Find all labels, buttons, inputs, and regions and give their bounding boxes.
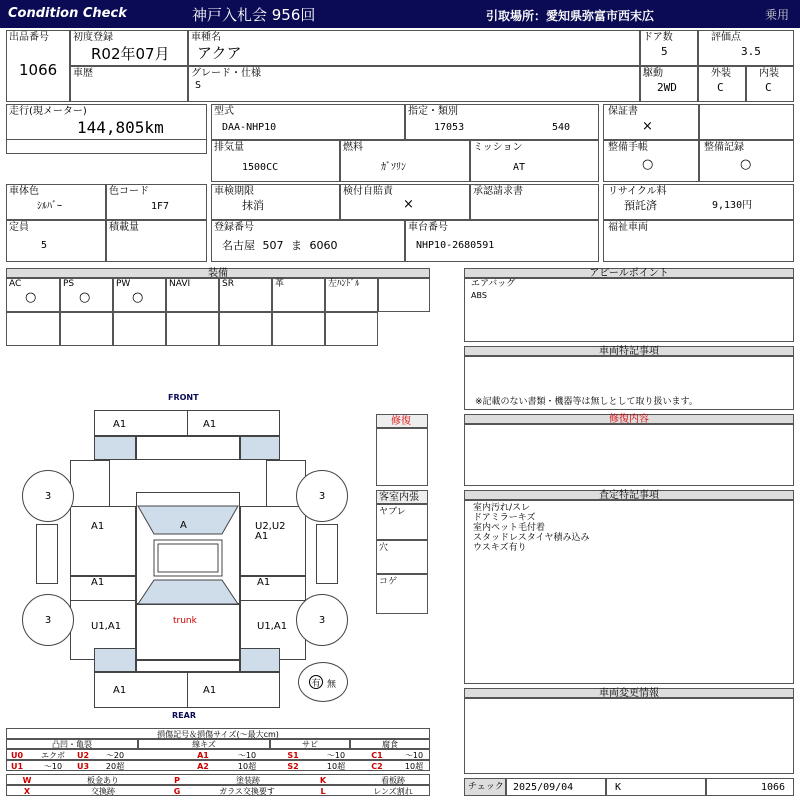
history-label: 車歴 xyxy=(73,68,93,79)
chassis-label: 車台番号 xyxy=(408,222,448,233)
mirror-right xyxy=(316,524,338,584)
appraisal-line-2: ドアミラーキズ xyxy=(473,513,536,523)
service-book-label: 整備手帳 xyxy=(608,142,648,153)
spare-tire xyxy=(298,662,348,702)
capacity-cell xyxy=(6,220,106,262)
mileage-cell xyxy=(6,104,207,154)
history-cell xyxy=(70,66,188,102)
equip-empty-5 xyxy=(166,312,219,346)
front-fender-left-upper xyxy=(70,460,110,508)
inspection-cell xyxy=(211,184,340,220)
legend-header-corrosion: 腐食 xyxy=(382,740,398,749)
color-label: 車体色 xyxy=(9,186,39,197)
service-book-cell xyxy=(603,140,699,182)
color-code-label: 色コード xyxy=(109,186,149,197)
service-book-value: ○ xyxy=(642,157,654,172)
appraisal-line-3: 室内ペット毛付着 xyxy=(473,523,546,533)
color-cell xyxy=(6,184,106,220)
chassis-cell xyxy=(405,220,599,262)
check-label-cell xyxy=(464,778,506,796)
repair-header: 修復 xyxy=(376,414,428,428)
key-yes: 有 xyxy=(309,675,323,689)
appeal-line-2: ABS xyxy=(471,291,487,300)
transmission-cell xyxy=(470,140,599,182)
bonnet-mark: A xyxy=(180,520,187,531)
tire-front-right: 3 xyxy=(296,470,348,522)
displacement-cell xyxy=(211,140,340,182)
model-name-cell xyxy=(188,30,640,66)
chassis-value: NHP10-2680591 xyxy=(416,240,495,251)
fuel-value: ｶﾞｿﾘﾝ xyxy=(381,162,406,173)
check-row xyxy=(464,778,794,796)
equip-empty-2 xyxy=(6,312,60,346)
appraisal-line-4: スタッドレスタイヤ積み込み xyxy=(473,533,590,543)
grade-value: S xyxy=(195,80,202,91)
recycle-fee: 9,130円 xyxy=(712,200,753,211)
quarter-left: U1,A1 xyxy=(70,600,136,660)
drive-value: 2WD xyxy=(657,81,677,94)
front-grille xyxy=(136,436,240,460)
exterior-label: 外装 xyxy=(711,68,731,79)
repair-content-box xyxy=(464,424,794,486)
equip-ac: AC ○ xyxy=(6,278,60,312)
lot-cell xyxy=(6,30,70,102)
legend-title-box xyxy=(6,728,430,739)
designation-value: 17053 xyxy=(434,122,465,133)
legend-row-3: W 板金あり P 塗装跡 K 看板跡 xyxy=(6,774,430,785)
trunk-area xyxy=(136,604,240,660)
legend-header-scratch: 線キズ xyxy=(192,740,216,749)
rear-label: REAR xyxy=(172,711,196,720)
legend-header-dent: 凸凹・亀裂 xyxy=(52,740,92,749)
tire-rear-right: 3 xyxy=(296,594,348,646)
category-number: 540 xyxy=(552,122,571,133)
insurance-cell xyxy=(340,184,470,220)
first-reg-value: R02年07月 xyxy=(91,45,170,63)
equip-navi: NAVI xyxy=(166,278,219,312)
inspection-label: 車検期限 xyxy=(214,186,254,197)
auction-title: 神戸入札会 956回 xyxy=(192,6,316,24)
reg-no-cell xyxy=(211,220,405,262)
recycle-cell xyxy=(603,184,794,220)
change-info-box xyxy=(464,698,794,774)
repair-box xyxy=(376,428,428,486)
load-cell xyxy=(106,220,207,262)
designation-label: 指定・類別 xyxy=(408,106,458,117)
equip-sr: SR xyxy=(219,278,272,312)
displacement-label: 排気量 xyxy=(214,142,244,153)
fuel-cell xyxy=(340,140,470,182)
special-box xyxy=(464,356,794,410)
check-lot: 1066 xyxy=(761,782,786,793)
recycle-status: 預託済 xyxy=(624,199,657,212)
cabin-header: 客室内張 xyxy=(376,490,428,504)
mileage-value: 144,805km xyxy=(77,118,164,137)
doors-cell xyxy=(640,30,698,66)
model-name-value: アクア xyxy=(197,44,242,62)
legend xyxy=(6,728,430,798)
equip-empty-8 xyxy=(325,312,378,346)
appraisal-title: 査定特記事項 xyxy=(464,490,794,500)
vehicle-category: 乗用 xyxy=(765,8,790,22)
drive-cell xyxy=(640,66,698,102)
capacity-value: 5 xyxy=(41,240,48,251)
designation-cell xyxy=(405,104,599,140)
welfare-cell xyxy=(603,220,794,262)
interior-label: 内装 xyxy=(759,68,779,79)
equip-empty-1 xyxy=(378,278,430,312)
interior-cell xyxy=(746,66,794,102)
capacity-label: 定員 xyxy=(9,222,29,233)
type-value: DAA-NHP10 xyxy=(222,122,277,133)
reg-no-label: 登録番号 xyxy=(214,222,254,233)
grade-cell xyxy=(188,66,640,102)
first-reg-label: 初度登録 xyxy=(73,32,113,43)
color-value: ｼﾙﾊﾞｰ xyxy=(37,201,62,212)
lot-number: 1066 xyxy=(19,61,58,79)
warranty-value: × xyxy=(642,119,653,134)
front-label: FRONT xyxy=(168,393,199,402)
cabin-burns: コゲ xyxy=(376,574,428,614)
rear-panel xyxy=(136,660,240,672)
equip-pw: PW ○ xyxy=(113,278,166,312)
tire-rear-left: 3 xyxy=(22,594,74,646)
appraisal-box xyxy=(464,500,794,684)
windshield-shape xyxy=(136,492,240,604)
service-record-value: ○ xyxy=(740,157,752,172)
check-inspector-cell xyxy=(606,778,706,796)
headlight-left xyxy=(94,436,136,460)
approval-cell xyxy=(470,184,599,220)
warranty-cell xyxy=(603,104,699,140)
fuel-label: 燃料 xyxy=(343,142,363,153)
load-label: 積載量 xyxy=(109,222,139,233)
legend-row-4: X 交換跡 G ガラス交換要す L レンズ割れ xyxy=(6,785,430,796)
drive-label: 駆動 xyxy=(643,68,663,79)
score-label: 評価点 xyxy=(711,32,741,43)
insurance-label: 検付自賠責 xyxy=(343,186,393,197)
equip-empty-4 xyxy=(113,312,166,346)
lot-label: 出品番号 xyxy=(9,32,49,43)
equip-empty-3 xyxy=(60,312,113,346)
change-info-title: 車両変更情報 xyxy=(464,688,794,698)
service-record-cell xyxy=(699,140,794,182)
headlight-right xyxy=(240,436,280,460)
mileage-label: 走行(現メーター) xyxy=(9,106,87,117)
front-bumper: A1 A1 xyxy=(94,410,280,436)
type-cell xyxy=(211,104,405,140)
pickup-location: 引取場所：愛知県弥富市西末広 xyxy=(486,9,655,23)
exterior-cell xyxy=(698,66,746,102)
appraisal-line-5: ウスキズ有り xyxy=(473,543,527,553)
service-record-label: 整備記録 xyxy=(704,142,744,153)
taillight-left xyxy=(94,648,136,672)
check-inspector: K xyxy=(615,782,622,793)
warranty-label: 保証書 xyxy=(608,106,638,117)
door-left: A1 xyxy=(70,576,136,646)
appeal-title: アピールポイント xyxy=(464,268,794,278)
repair-content-title: 修復内容 xyxy=(464,414,794,424)
doors-value: 5 xyxy=(661,45,668,58)
mirror-left xyxy=(36,524,58,584)
exterior-value: C xyxy=(717,81,724,94)
door-right: A1 xyxy=(240,576,306,646)
transmission-value: AT xyxy=(513,162,526,173)
special-title: 車両特記事項 xyxy=(464,346,794,356)
cabin-tears: ヤブレ xyxy=(376,504,428,540)
legend-row-2: U1 〜10 U3 20超 A2 10超 S2 10超 C2 10超 xyxy=(6,760,430,771)
check-date-cell xyxy=(506,778,606,796)
legend-title: 損傷記号＆損傷サイズ(〜最大cm) xyxy=(157,730,279,739)
equipment-grid xyxy=(6,278,430,346)
welfare-label: 福祉車両 xyxy=(608,222,648,233)
reg-no-value: 名古屋 507 ま 6060 xyxy=(222,239,338,252)
grade-label: グレード・仕様 xyxy=(191,68,261,79)
appeal-line-1: エアバッグ xyxy=(471,279,516,289)
key-no: 無 xyxy=(327,680,337,690)
legend-row-1: U0 エクボ U2 〜20 A1 〜10 S1 〜10 C1 〜10 xyxy=(6,749,430,760)
insurance-value: × xyxy=(403,197,414,212)
inspection-value: 抹消 xyxy=(242,199,264,212)
cabin-holes: 穴 xyxy=(376,540,428,574)
first-reg-cell xyxy=(70,30,188,66)
equip-empty-6 xyxy=(219,312,272,346)
interior-value: C xyxy=(765,81,772,94)
type-label: 型式 xyxy=(214,106,234,117)
rear-bumper: A1 A1 xyxy=(94,672,280,708)
special-note: ※記載のない書類・機器等は無しとして取り扱います。 xyxy=(475,397,698,407)
recycle-label: リサイクル料 xyxy=(608,186,667,197)
model-name-label: 車種名 xyxy=(191,32,221,43)
equipment-title: 装備 xyxy=(6,268,430,278)
warranty-empty-cell xyxy=(699,104,794,140)
score-cell xyxy=(698,30,794,66)
appeal-box xyxy=(464,278,794,342)
equip-lhd: 左ﾊﾝﾄﾞﾙ xyxy=(325,278,378,312)
score-value: 3.5 xyxy=(741,45,761,58)
trunk-label: trunk xyxy=(173,616,197,626)
doors-label: ドア数 xyxy=(643,32,673,43)
front-fender-right: U2,U2 A1 xyxy=(240,506,306,576)
taillight-right xyxy=(240,648,280,672)
quarter-right: U1,A1 xyxy=(240,600,306,660)
check-lot-cell xyxy=(706,778,794,796)
brand-title: Condition Check xyxy=(8,6,127,21)
equip-ps: PS ○ xyxy=(60,278,113,312)
color-code-value: 1F7 xyxy=(151,201,170,212)
front-fender-left: A1 xyxy=(70,506,136,576)
tire-front-left: 3 xyxy=(22,470,74,522)
appraisal-line-1: 室内汚れ/スレ xyxy=(473,503,531,513)
color-code-cell xyxy=(106,184,207,220)
header-bar xyxy=(0,0,800,28)
check-label: チェック xyxy=(468,782,504,792)
approval-label: 承認請求書 xyxy=(473,186,523,197)
transmission-label: ミッション xyxy=(473,142,523,153)
car-diagram xyxy=(0,388,372,720)
legend-header-rust: サビ xyxy=(302,740,318,749)
equip-leather: 革 xyxy=(272,278,325,312)
displacement-value: 1500CC xyxy=(242,162,279,173)
check-date: 2025/09/04 xyxy=(513,782,574,793)
equip-empty-7 xyxy=(272,312,325,346)
